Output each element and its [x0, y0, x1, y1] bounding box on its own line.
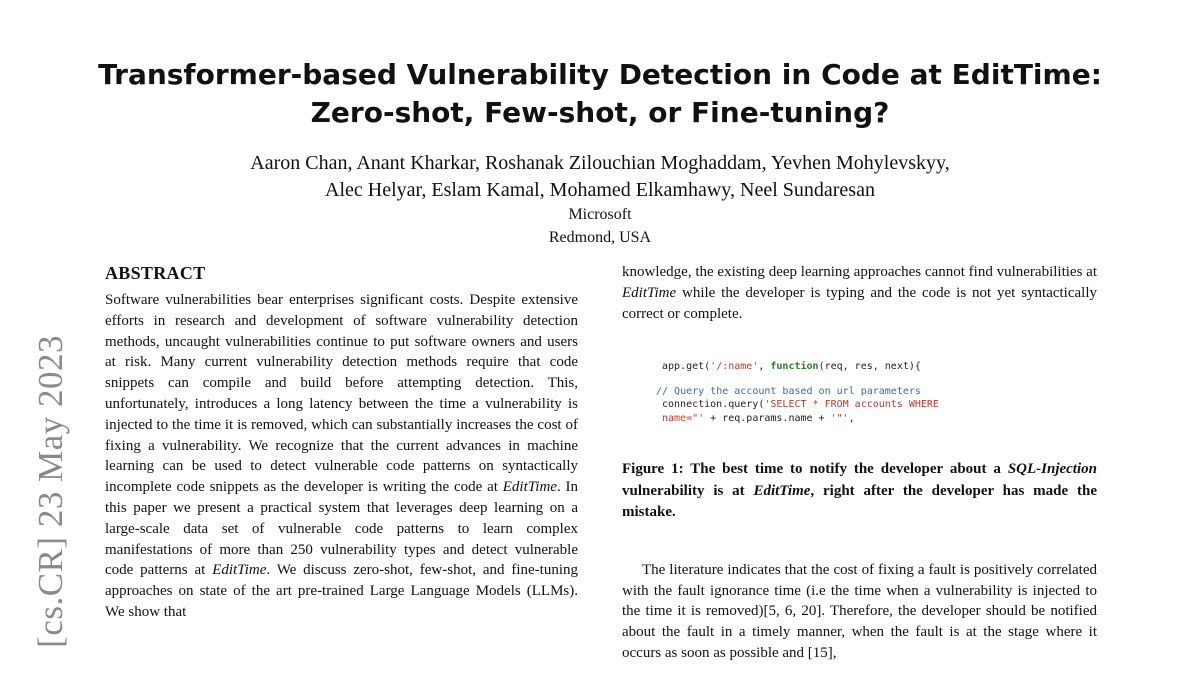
code-comment: // Query the account based on url parameters	[656, 385, 921, 397]
author-list	[60, 150, 1140, 204]
arxiv-sidebar	[28, 290, 74, 648]
code-line-4: name="' + req.params.name + '"',	[662, 412, 855, 424]
code-line-3: connection.query('SELECT * FROM accounts WHERE	[662, 399, 939, 411]
arxiv-identifier: [cs.CR] 23 May 2023	[31, 335, 70, 648]
left-column	[105, 262, 578, 623]
code-line-1: app.get('/:name', function(req, res, next){	[662, 361, 921, 373]
intro-part-1: knowledge, the existing deep learning approaches cannot find vulnerabilities at	[622, 264, 1097, 280]
paper-title	[60, 56, 1140, 132]
abstract-text	[105, 290, 578, 623]
abstract-heading: ABSTRACT	[105, 263, 206, 283]
intro-part-2: while the developer is typing and the code is not yet syntactically correct or complete.	[622, 284, 1097, 322]
affiliation-block	[60, 203, 1140, 249]
intro-edittime: EditTime	[622, 284, 677, 301]
location: Redmond, USA	[548, 229, 652, 246]
authors-line-2: Alec Helyar, Eslam Kamal, Mohamed Elkamhawy, Neel Sundaresan	[325, 179, 875, 201]
abstract-part-3: . We discuss zero-shot, few-shot, and fine-tuning approaches on state of the art pre-trained Large Language Models (LLMs). We show that	[105, 562, 578, 620]
figure-caption: Figure 1: The best time to notify the developer about a SQL-Injection vulnerability is at EditTime, right after the developer has made the mistake.	[622, 461, 1097, 521]
body-paragraph: The literature indicates that the cost of fixing a fault is positively correlated with the fault ignorance time (i.e the time when a vulnerability is injected to the time it is removed)[5, 6, 20]. Therefore, the developer should be notified about the fault in a timely manner, when the fault is at the stage where it occurs as soon as possible and [15],	[622, 561, 1097, 662]
right-column	[622, 262, 1097, 679]
abstract-part-1: Software vulnerabilities bear enterprises significant costs. Despite extensive efforts in research and development of software vulnerability detection methods, uncaught vulnerabilities continue to put software owners and users at risk. Many current vulnerability detection methods require that code snippets can compile and build before attempting detection. This, unfortunately, introduces a long latency between the time a vulnerability is injected to the time it is removed, which can substantially increases the cost of fixing a vulnerability. We recognize that the current advances in machine learning can be used to detect vulnerable code patterns on syntactically incomplete code snippets as the developer is writing the code at	[105, 292, 578, 496]
abstract-part-2: . In this paper we present a practical system that leverages deep learning on a large-scale data set of vulnerable code patterns to learn complex manifestations of more than 250 vulnerability types and detect vulnerable code patterns at	[105, 479, 578, 579]
right-intro-text	[622, 262, 1097, 324]
code-figure	[656, 360, 1097, 425]
title-line-1: Transformer-based Vulnerability Detection in Code at EditTime:	[98, 58, 1102, 91]
abstract-edittime-1: EditTime	[502, 479, 557, 496]
affiliation: Microsoft	[568, 206, 632, 223]
title-line-2: Zero-shot, Few-shot, or Fine-tuning?	[310, 96, 890, 129]
abstract-edittime-2: EditTime	[212, 562, 267, 579]
authors-line-1: Aaron Chan, Anant Kharkar, Roshanak Zilouchian Moghaddam, Yevhen Mohylevskyy,	[250, 152, 950, 174]
